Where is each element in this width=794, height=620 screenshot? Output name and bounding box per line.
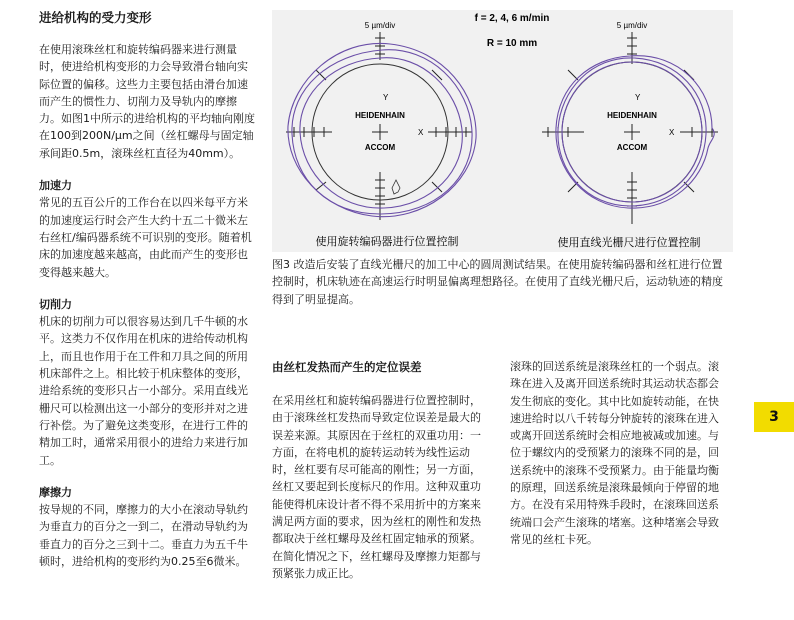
right-plot-caption: 使用直线光栅尺进行位置控制 — [557, 236, 701, 249]
left-accom: ACCOM — [364, 143, 396, 152]
left-scale-label: 5 µm/div — [364, 21, 396, 30]
right-y-label: Y — [635, 93, 641, 102]
section3-paragraph: 滚珠的回送系统是滚珠丝杠的一个弱点。滚珠在进入及离开回送系统时其运动状态都会发生彻底的变化。其中比如旋转动能，在快速进给时以八千转每分钟旋转的滚珠在进入或离开回送系统时会相应地被减或加速。与位于螺纹内的受预紧力的滚珠不同的是，回送系统中的滚珠不受预紧力。由于能量均衡的原理，回送系统是滚珠最倾向于停留的地方。在没有采用特殊手段时，在滚珠回送系统端口会产生滚珠的堵塞。这种堵塞会导致常见的丝杠卡死。 — [510, 360, 719, 546]
cutting-paragraph: 机床的切削力可以很容易达到几千牛顿的水平。这类力不仅作用在机床的进给传动机构上，而且也作用于在工件和刀具之间的所用机床部件之上。相比较于机床整体的变形，进给系统的变形只占一小部分。采用直线光栅尺可以检测出这一小部分的变形并对之进行补偿。为了避免这类变形，在进行工件的精加工时，通常采用很小的进给力来进行加工。 — [39, 315, 248, 467]
figure-svg — [272, 10, 733, 252]
left-brand: HEIDENHAIN — [355, 111, 405, 120]
speed-label: f = 2, 4, 6 m/min — [474, 13, 550, 24]
radius-label: R = 10 mm — [486, 38, 538, 49]
accel-heading: 加速力 — [39, 179, 72, 193]
accel-paragraph: 常见的五百公斤的工作台在以四米每平方米的加速度运行时会产生大约十五二十微米左右丝杠/编码器系统不可识别的变形。随着机床的加速度越来越高，由此而产生的变形也变得越来越大。 — [39, 196, 252, 279]
right-accom: ACCOM — [616, 143, 648, 152]
left-plot-caption: 使用旋转编码器进行位置控制 — [315, 235, 459, 248]
left-y-label: Y — [383, 93, 389, 102]
section-heading: 由丝杠发热而产生的定位误差 — [272, 360, 422, 374]
page-title: 进给机构的受力变形 — [39, 10, 152, 25]
right-scale-label: 5 µm/div — [616, 21, 648, 30]
left-column — [39, 41, 257, 570]
intro-paragraph: 在使用滚珠丝杠和旋转编码器来进行测量时，使进给机构变形的力会导致滑台轴向实际位置的偏移。这些力主要包括由滑台加速而产生的惯性力、切削力及导轨内的摩擦力。如图1中所示的进给机构的平均轴向刚度在100到200N/μm之间（丝杠螺母与固定轴承间距0.5m，滚珠丝杠直径为40mm）。 — [39, 43, 255, 160]
right-x-label: X — [669, 128, 675, 137]
section2-paragraph: 在采用丝杠和旋转编码器进行位置控制时，由于滚珠丝杠发热而导致定位误差是最大的误差来源。其原因在于丝杠的双重功用：一方面，在将电机的旋转运动转为线性运动时，丝杠要有尽可能高的刚性；另一方面，丝杠又要起到长度标尺的作用。这种双重功能使得机床设计者不得不采用折中的方案来满足两方面的要求，因为丝杠的刚性和发热都取决于丝杠螺母及丝杠固定轴承的预紧。在简化情况之下，丝杠螺母及摩擦力矩都与预紧张力成正比。 — [272, 394, 481, 580]
left-plot — [286, 32, 476, 220]
right-column — [510, 358, 729, 548]
friction-heading: 摩擦力 — [39, 485, 72, 499]
cutting-heading: 切削力 — [39, 297, 72, 311]
right-plot — [542, 32, 718, 224]
circular-test-figure — [272, 10, 733, 252]
friction-paragraph: 按导规的不同，摩擦力的大小在滚动导轨约为垂直力的百分之一到二，在滑动导轨约为垂直力的百分之三到十二。垂直力为五千牛顿时，进给机构的变形约为0.25至6微米。 — [39, 503, 248, 569]
figure-caption: 图3 改造后安装了直线光栅尺的加工中心的圆周测试结果。在使用旋转编码器和丝杠进行位置控制时，机床轨迹在高速运行时明显偏离理想路径。在使用了直线光栅尺后，运动轨迹的精度得到了明显提高。 — [272, 258, 723, 306]
left-x-label: X — [418, 128, 424, 137]
middle-column — [272, 392, 491, 582]
right-brand: HEIDENHAIN — [607, 111, 657, 120]
chapter-tab: 3 — [754, 402, 794, 432]
